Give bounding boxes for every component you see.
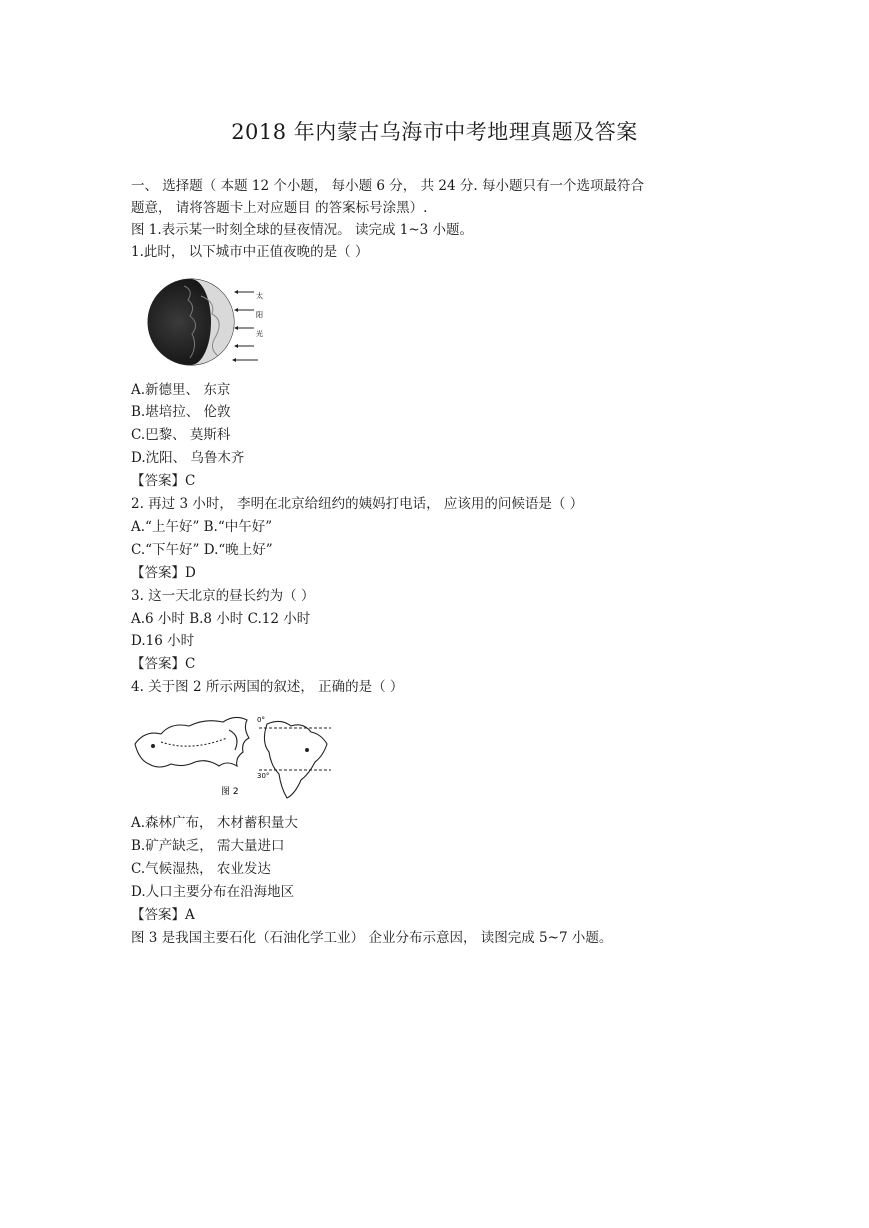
- q3-option-d: D.16 小时: [131, 633, 195, 649]
- q2-options-ab: A.“上午好” B.“中午好”: [131, 519, 273, 535]
- question-3: 3. 这一天北京的昼长约为（ ）: [131, 588, 315, 604]
- figure1-label-2: 阳: [256, 311, 263, 319]
- q4-option-d: D.人口主要分布在沿海地区: [131, 884, 295, 900]
- figure1-globe-image: [146, 276, 266, 368]
- q3-answer: 【答案】C: [131, 656, 196, 672]
- q4-answer: 【答案】A: [131, 907, 195, 923]
- q2-options-cd: C.“下午好” D.“晚上好”: [131, 542, 273, 558]
- figure2-lat-30: 30°: [257, 772, 270, 780]
- question-4: 4. 关于图 2 所示两国的叙述， 正确的是（ ）: [131, 679, 404, 695]
- q1-answer: 【答案】C: [131, 473, 196, 489]
- q1-option-b: B.堪培拉、 伦敦: [131, 404, 231, 420]
- figure2-lat-0: 0°: [257, 716, 265, 724]
- figure2-caption: 图 2: [221, 787, 239, 797]
- figure2-maps-image: [131, 708, 341, 804]
- q1-option-a: A.新德里、 东京: [131, 382, 231, 398]
- q4-option-a: A.森林广布， 木材蓄积量大: [131, 815, 298, 831]
- q2-answer: 【答案】D: [131, 565, 196, 581]
- figure3-intro: 图 3 是我国主要石化（石油化学工业） 企业分布示意因， 读图完成 5~7 小题。: [131, 930, 613, 946]
- q1-option-c: C.巴黎、 莫斯科: [131, 427, 231, 443]
- section-heading-line-2: 题意， 请将答题卡上对应题目 的答案标号涂黑）.: [131, 200, 428, 216]
- q4-option-b: B.矿产缺乏， 需大量进口: [131, 838, 285, 854]
- q4-option-c: C.气候湿热， 农业发达: [131, 861, 271, 877]
- question-2: 2. 再过 3 小时， 李明在北京给纽约的姨妈打电话， 应该用的问候语是（ ）: [131, 496, 584, 512]
- page-title: 2018 年内蒙古乌海市中考地理真题及答案: [231, 120, 638, 144]
- figure1-label-1: 太: [256, 292, 263, 300]
- section-heading-line-1: 一、 选择题（ 本题 12 个小题， 每小题 6 分， 共 24 分. 每小题只有一个选项最符合: [131, 178, 644, 194]
- figure1-label-3: 光: [256, 330, 263, 338]
- q3-options-abc: A.6 小时 B.8 小时 C.12 小时: [131, 611, 311, 627]
- question-1: 1.此时， 以下城市中正值夜晚的是（ ）: [131, 244, 369, 260]
- figure1-intro: 图 1.表示某一时刻全球的昼夜情况。 读完成 1~3 小题。: [131, 222, 474, 238]
- q1-option-d: D.沈阳、 乌鲁木齐: [131, 450, 245, 466]
